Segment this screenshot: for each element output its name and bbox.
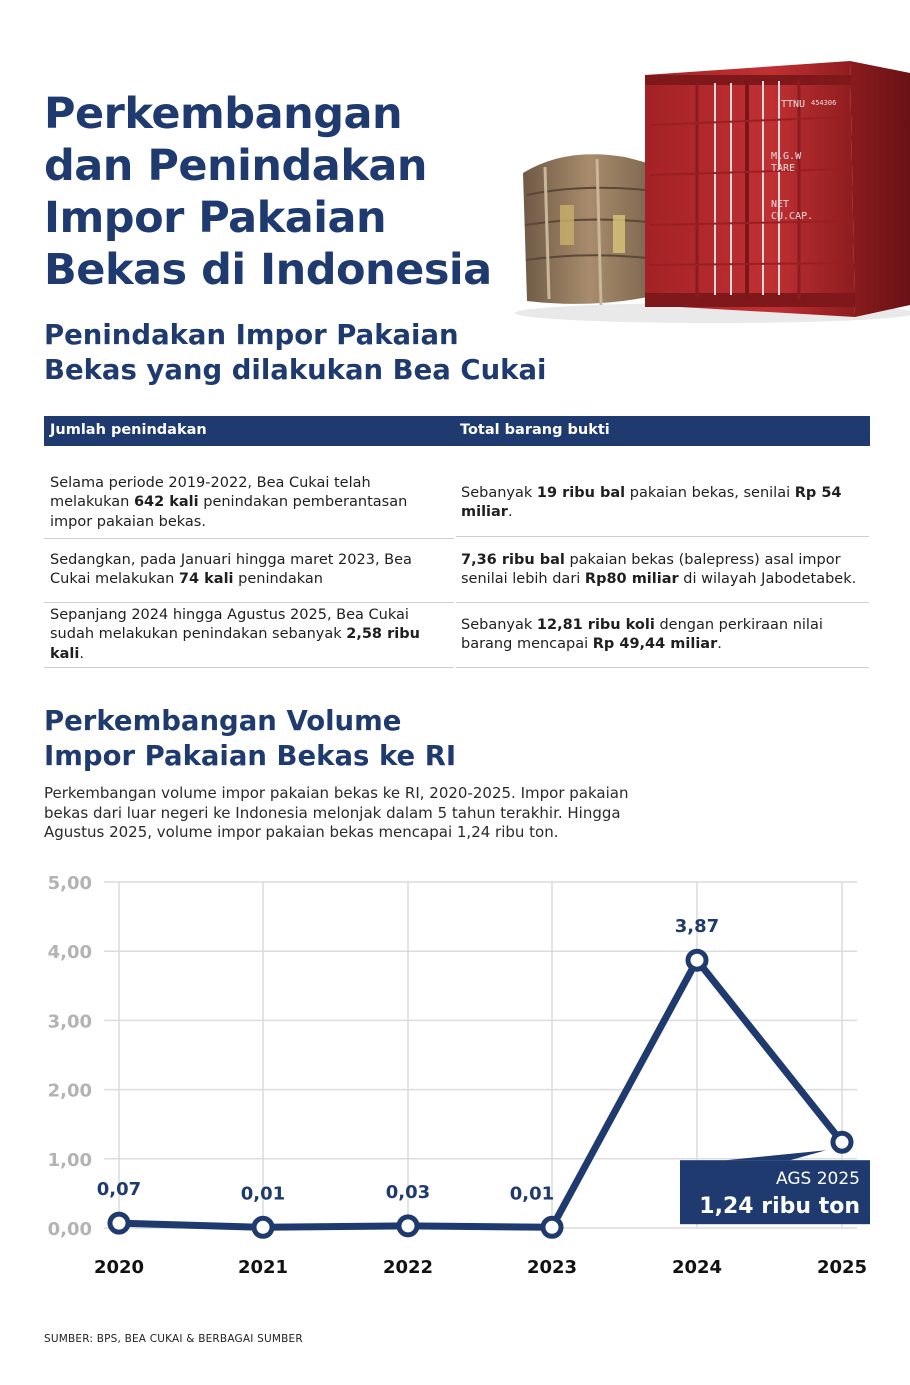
text-segment: Sedangkan, pada Januari hingga maret 2023, Bea Cukai melakukan: [50, 551, 412, 587]
data-point: [543, 1218, 561, 1236]
highlight-value: 642 kali: [133, 494, 199, 511]
section-title-line: Penindakan Impor Pakaian: [44, 319, 459, 351]
cell-text: [50, 474, 448, 533]
row-divider: [44, 667, 454, 668]
x-tick-label: 2022: [382, 1257, 434, 1278]
cell-text: [50, 551, 448, 590]
row-divider: [44, 538, 454, 539]
container-marking: M.G.W: [771, 151, 802, 162]
text-segment: penindakan pemberantasan impor pakaian bekas.: [50, 494, 408, 530]
text-segment: .: [507, 504, 513, 520]
section-title-volume: [44, 704, 456, 774]
main-title-line: Bekas di Indonesia: [44, 245, 492, 295]
highlight-value: 2,58 ribu kali: [50, 626, 420, 662]
text-segment: Selama periode 2019-2022, Bea Cukai telah melakukan: [50, 474, 371, 511]
y-tick-label: 5,00: [47, 873, 92, 894]
highlight-value: Rp 54 miliar: [461, 484, 842, 520]
data-point: [110, 1214, 128, 1232]
highlight-value: Rp 49,44 miliar: [592, 636, 718, 652]
container-marking: 454306: [811, 99, 837, 107]
description-line: Perkembangan volume impor pakaian bekas ke RI, 2020-2025. Impor pakaian: [44, 784, 629, 802]
container-marking: TARE: [771, 163, 796, 174]
text-segment: .: [717, 636, 722, 652]
description-line: Agustus 2025, volume impor pakaian bekas mencapai 1,24 ribu ton.: [44, 823, 559, 841]
column-header: Total barang bukti: [460, 422, 610, 438]
shipping-container-icon: [645, 61, 910, 317]
x-tick-label: 2023: [526, 1257, 578, 1278]
section-title-line: Bekas yang dilakukan Bea Cukai: [44, 354, 547, 386]
volume-line-chart: [0, 860, 910, 1300]
text-segment: penindakan: [233, 571, 323, 587]
clothing-bale-icon: [523, 154, 657, 305]
data-label: 0,01: [240, 1183, 286, 1205]
section-title-penindakan: [44, 318, 546, 388]
section-title-line: Impor Pakaian Bekas ke RI: [44, 740, 457, 772]
table-cell-left: [44, 540, 454, 600]
text-segment: .: [79, 645, 84, 662]
cell-text: [461, 551, 863, 590]
data-label: 0,07: [96, 1179, 142, 1201]
callout-value: 1,24 ribu ton: [699, 1194, 860, 1220]
text-segment: pakaian bekas (balepress) asal impor senilai lebih dari: [461, 551, 841, 587]
text-segment: pakaian bekas, senilai: [625, 484, 795, 501]
container-marking: NET: [771, 199, 790, 210]
y-tick-label: 1,00: [47, 1149, 92, 1171]
data-point: [833, 1133, 851, 1151]
table-cell-right: [455, 603, 869, 667]
callout-period: AGS 2025: [776, 1169, 860, 1190]
data-point: [399, 1217, 417, 1235]
x-tick-label: 2021: [237, 1257, 289, 1278]
text-segment: dengan perkiraan nilai barang mencapai: [461, 616, 823, 652]
main-title-line: Impor Pakaian: [44, 193, 387, 243]
cell-text: [50, 606, 448, 665]
text-segment: di wilayah Jabodetabek.: [678, 571, 857, 587]
section-title-line: Perkembangan Volume: [44, 705, 402, 737]
highlight-value: 12,81 ribu koli: [536, 616, 655, 633]
cell-text: [461, 616, 863, 655]
table-header: [44, 416, 870, 446]
highlight-value: 7,36 ribu bal: [461, 551, 565, 568]
table-cell-left: [44, 603, 454, 667]
chart-description: [44, 784, 704, 843]
cell-text: [461, 484, 863, 523]
data-point: [688, 951, 706, 969]
x-tick-label: 2020: [93, 1257, 145, 1278]
highlight-value: Rp80 miliar: [584, 571, 679, 587]
main-title-line: dan Penindakan: [44, 141, 428, 191]
column-header: Jumlah penindakan: [50, 422, 207, 438]
data-label: 0,03: [385, 1181, 431, 1203]
highlight-value: 74 kali: [178, 571, 234, 587]
container-illustration: [505, 55, 910, 330]
y-tick-label: 0,00: [47, 1219, 92, 1240]
y-tick-label: 4,00: [47, 942, 92, 964]
text-segment: Sepanjang 2024 hingga Agustus 2025, Bea Cukai sudah melakukan penindakan sebanyak: [50, 606, 409, 643]
container-marking: TTNU: [781, 99, 806, 110]
y-tick-label: 2,00: [47, 1080, 92, 1102]
container-marking: CU.CAP.: [771, 211, 814, 222]
table-cell-left: [44, 470, 454, 536]
main-title: [44, 88, 514, 296]
table-cell-right: [455, 470, 869, 536]
table-cell-right: [455, 538, 869, 602]
x-tick-label: 2024: [671, 1257, 723, 1278]
row-divider: [456, 536, 869, 537]
main-title-line: Perkembangan: [44, 89, 403, 139]
y-tick-label: 3,00: [47, 1011, 92, 1033]
row-divider: [456, 667, 869, 668]
highlight-value: 19 ribu bal: [536, 484, 626, 501]
text-segment: Sebanyak: [461, 484, 537, 501]
data-point: [254, 1218, 272, 1236]
source-note: SUMBER: BPS, BEA CUKAI & BERBAGAI SUMBER: [44, 1333, 303, 1345]
text-segment: Sebanyak: [461, 616, 537, 633]
x-tick-label: 2025: [816, 1257, 868, 1278]
description-line: bekas dari luar negeri ke Indonesia melonjak dalam 5 tahun terakhir. Hingga: [44, 803, 621, 822]
data-label: 0,01: [509, 1183, 555, 1205]
data-label: 3,87: [674, 916, 720, 938]
